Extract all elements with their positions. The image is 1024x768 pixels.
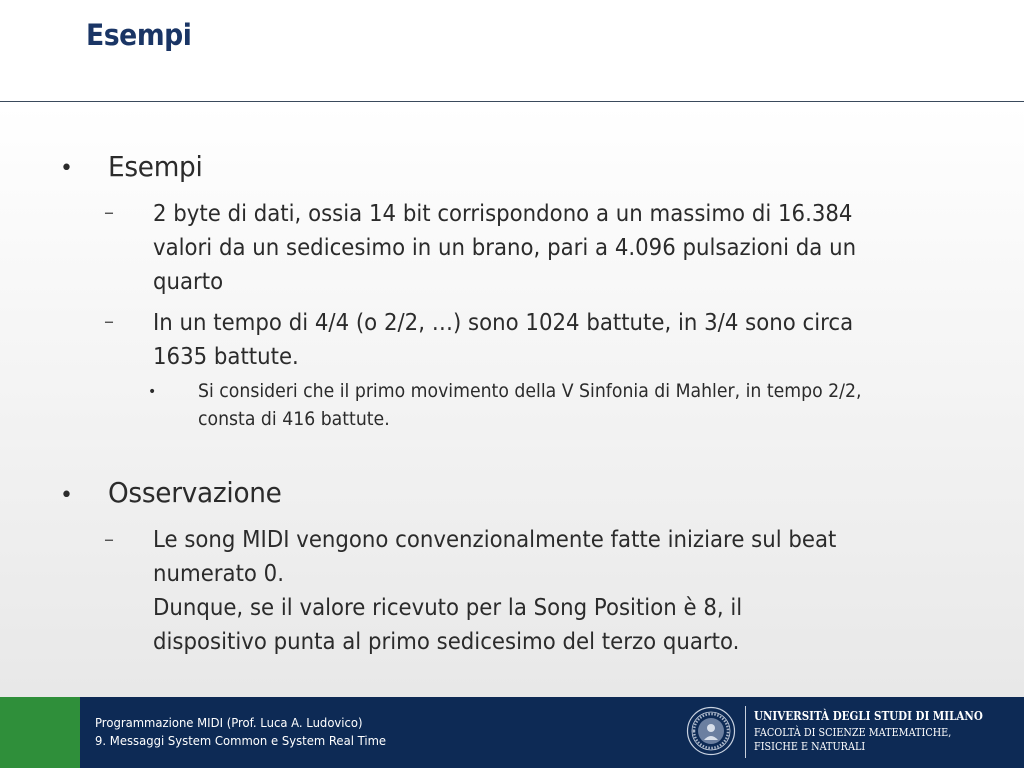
list-item-line: 1635 battute. [153, 344, 299, 370]
list-item [153, 197, 856, 299]
section-heading: Osservazione [108, 476, 282, 509]
university-seal-icon [686, 706, 736, 756]
list-item-line: Le song MIDI vengono convenzionalmente fatte iniziare sul beat [153, 527, 837, 553]
section-heading: Esempi [108, 150, 203, 183]
title-divider [0, 101, 1024, 102]
list-item-line: dispositivo punta al primo sedicesimo del terzo quarto. [153, 629, 740, 655]
bullet-marker: • [60, 156, 73, 181]
sub-list-item [198, 378, 861, 433]
university-name: UNIVERSITÀ DEGLI STUDI DI MILANO [754, 709, 983, 723]
footer-separator [745, 706, 746, 758]
list-item-line: 2 byte di dati, ossia 14 bit corrispondono a un massimo di 16.384 [153, 201, 853, 227]
list-item-line: In un tempo di 4/4 (o 2/2, …) sono 1024 battute, in 3/4 sono circa [153, 310, 854, 336]
footer-course: Programmazione MIDI (Prof. Luca A. Ludovico) [95, 715, 363, 730]
sub-bullet-marker: • [148, 384, 157, 400]
list-item-line: Dunque, se il valore ricevuto per la Song Position è 8, il [153, 595, 743, 621]
dash-marker: – [104, 200, 114, 224]
slide-title: Esempi [86, 18, 192, 52]
list-item [153, 523, 836, 659]
faculty-name-line2: FISICHE E NATURALI [754, 740, 866, 753]
slide-footer [0, 697, 1024, 768]
list-item-line: numerato 0. [153, 561, 284, 587]
list-item-line: quarto [153, 269, 224, 295]
footer-lesson: 9. Messaggi System Common e System Real Time [95, 733, 387, 748]
faculty-name-line1: FACOLTÀ DI SCIENZE MATEMATICHE, [754, 726, 952, 739]
dash-marker: – [104, 527, 114, 551]
footer-accent-bar [0, 697, 80, 768]
list-item-line: valori da un sedicesimo in un brano, pari a 4.096 pulsazioni da un [153, 235, 857, 261]
sub-list-item-line: Si consideri che il primo movimento della V Sinfonia di Mahler, in tempo 2/2, [198, 380, 862, 402]
list-item [153, 306, 853, 374]
sub-list-item-line: consta di 416 battute. [198, 407, 390, 430]
bullet-marker: • [60, 483, 73, 508]
dash-marker: – [104, 309, 114, 333]
